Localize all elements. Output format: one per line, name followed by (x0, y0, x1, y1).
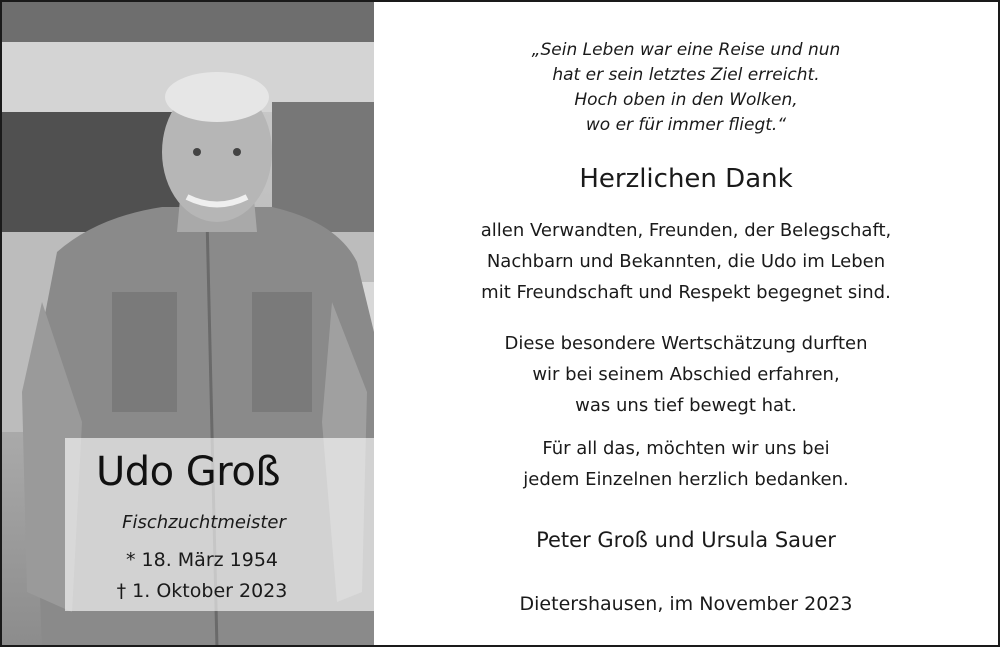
place-date: Dietershausen, im November 2023 (519, 593, 853, 615)
quote (374, 38, 998, 138)
paragraph-appreciation (374, 328, 998, 421)
occupation: Fischzuchtmeister (122, 512, 286, 533)
portrait-panel (2, 2, 374, 645)
paragraph-line: mit Freundschaft und Respekt begegnet sind. (481, 282, 891, 303)
quote-line: wo er für immer fliegt.“ (585, 115, 787, 135)
paragraph-closing (374, 433, 998, 495)
death-date: † 1. Oktober 2023 (116, 580, 288, 602)
paragraph-line: Für all das, möchten wir uns bei (542, 438, 830, 459)
quote-line: hat er sein letztes Ziel erreicht. (552, 65, 820, 85)
quote-line: Hoch oben in den Wolken, (574, 90, 798, 110)
paragraph-line: allen Verwandten, Freunden, der Belegschaft, (480, 220, 892, 241)
paragraph-thanks (374, 215, 998, 308)
paragraph-line: was uns tief bewegt hat. (575, 395, 797, 416)
paragraph-line: jedem Einzelnen herzlich bedanken. (523, 469, 849, 490)
paragraph-line: wir bei seinem Abschied erfahren, (532, 364, 840, 385)
paragraph-line: Nachbarn und Bekannten, die Udo im Leben (486, 251, 886, 272)
deceased-name: Udo Groß (95, 449, 281, 495)
signers: Peter Groß und Ursula Sauer (536, 528, 836, 552)
birth-date: * 18. März 1954 (125, 549, 278, 571)
paragraph-line: Diese besondere Wertschätzung durften (504, 333, 868, 354)
heading: Herzlichen Dank (579, 164, 793, 194)
quote-line: „Sein Leben war eine Reise und nun (531, 40, 841, 60)
text-panel (374, 2, 998, 645)
